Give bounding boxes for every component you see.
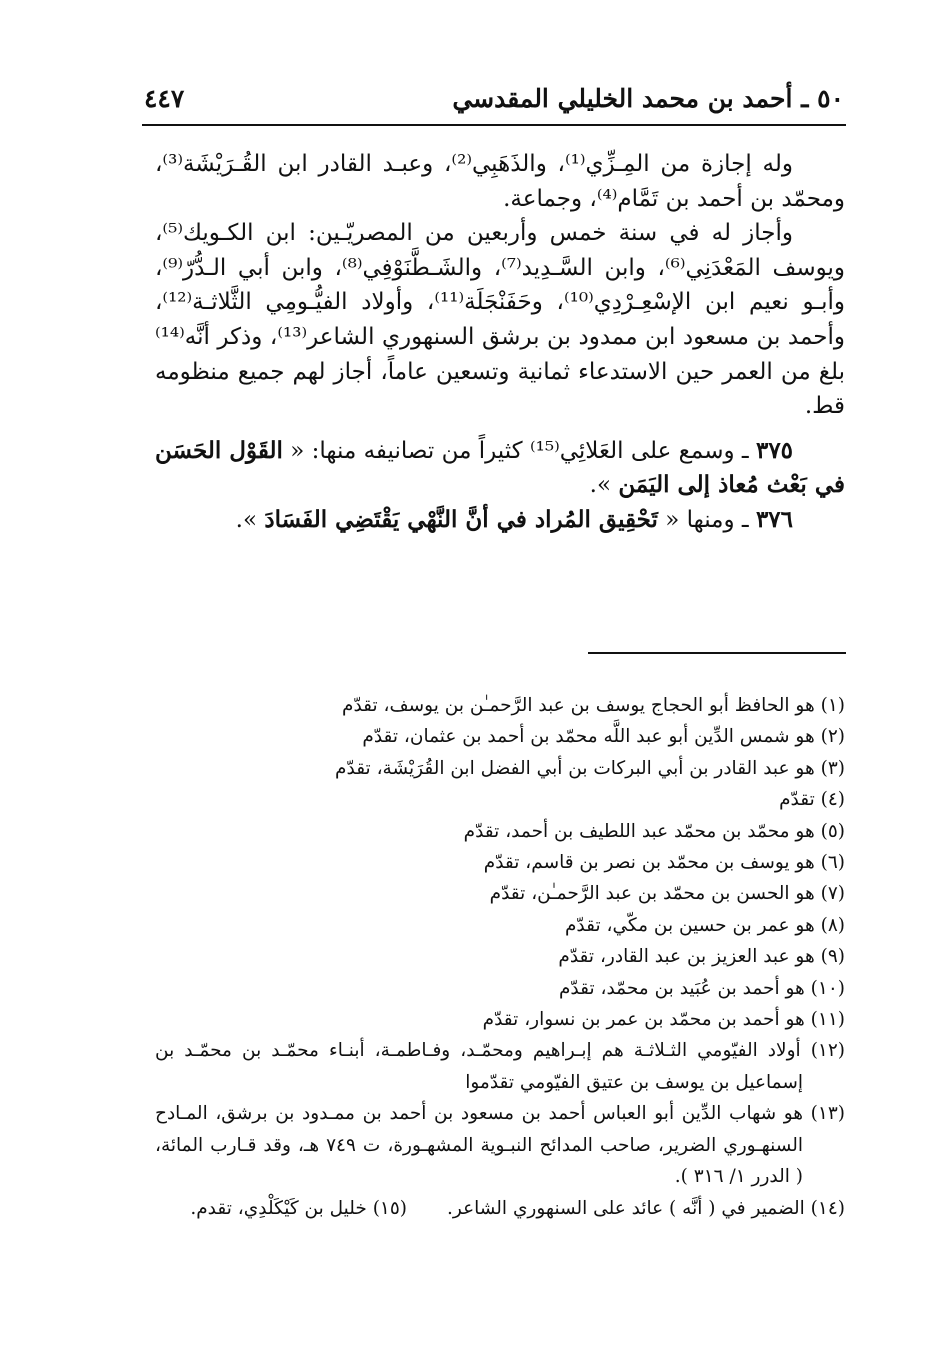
paragraph-ijaza: وله إجازة من المِـزِّي⁽¹⁾، والذَهَبِي⁽²⁾، وعبـد القادر ابن القُـرَيْشَة⁽³⁾، ومحمّد بن أحمد بن تَمَّام⁽⁴⁾، وجماعة. [155, 151, 845, 212]
footnote: (١٣) هو شهاب الدِّين أبو العباس أحمد بن مسعود بن أحمد بن ممـدود بن برشق، المـادح السنهـوري الضرير، صاحب المدائح النبـوية المشهـورة، ت ٧٤٩ هـ، وقد قـارب المائة، ( الدرر ١/ ٣١٦ ). [155, 1103, 845, 1188]
entry-end: ». [235, 506, 258, 533]
entry-number: ٣٧٦ [755, 505, 793, 533]
footnote: (٧) هو الحسن بن محمّد بن عبد الرَّحمـٰن، تقدّم [489, 883, 845, 905]
entry-text: ـ ومنها « [665, 506, 749, 533]
footnote: (١٥) خليل بن كَيْكَلْدِي، تقدم. [190, 1197, 408, 1219]
footnote: (٤) تقدّم [779, 789, 845, 811]
footnote: (١١) هو أحمد بن محمّد بن عمر بن نسوار، تقدّم [482, 1009, 845, 1031]
footnote: (٥) هو محمّد بن محمّد عبد اللطيف بن أحمد، تقدّم [463, 820, 845, 842]
entry-376 [155, 503, 845, 538]
running-title: ٥٠ ـ أحمد بن محمد الخليلي المقدسي [452, 84, 844, 113]
footnotes [155, 690, 845, 1224]
footnote: (٦) هو يوسف بن محمّد بن نصر بن قاسم، تقدّم [483, 852, 845, 874]
footnote: (١٠) هو أحمد بن عُبَيد بن محمّد، تقدّم [558, 977, 845, 999]
footnote-separator [588, 652, 846, 654]
entry-end: ». [589, 472, 612, 499]
paragraph-egyptians: وأجاز له في سنة خمس وأربعين من المصريّـين: ابن الكـويك⁽⁵⁾، ويوسف المَعْدَنِي⁽⁶⁾، وابن السَّـدِيد⁽⁷⁾، والشَـطَّنَوْفِي⁽⁸⁾، وابن أبي الـدُّرّ⁽⁹⁾، وأبـو نعيم ابن الإسْعِـرْدِي⁽¹⁰⁾، وحَفَنْجَلَة⁽¹¹⁾، وأولاد الفيُّـومِي الثَّلاثـة⁽¹²⁾، وأحمد بن مسعود ابن ممدود بن برشق السنهوري الشاعر⁽¹³⁾، وذكر أنَّه⁽¹⁴⁾ بلغ من العمر حين الاستدعاء ثمانية وتسعين عاماً، أجاز لهم جميع منظومه قط. [155, 220, 846, 420]
footnote: (٩) هو عبد العزيز بن عبد القادر، تقدّم [558, 946, 845, 968]
main-text [155, 147, 845, 538]
footnote: (٨) هو عمر بن حسين بن مكّي، تقدّم [564, 914, 845, 936]
footnote-row-last [155, 1193, 845, 1224]
entry-text: ـ وسمع على العَلائِي⁽¹⁵⁾ كثيراً من تصانيفه منها: « [290, 437, 749, 464]
footnote: (٢) هو شمس الدِّين أبو عبد اللَّه محمّد بن أحمد بن عثمان، تقدّم [362, 726, 845, 748]
entry-number: ٣٧٥ [755, 436, 794, 464]
entry-375 [155, 434, 845, 503]
entry-book-title: تَحْقِيق المُراد في أنَّ النَّهْي يَقْتَضِي الفَسَادَ [264, 505, 658, 533]
entry-book-title: القَوْل الحَسَن في بَعْث مُعاذ إلى اليَمَن [155, 436, 845, 499]
footnote: (١) هو الحافظ أبو الحجاج يوسف بن عبد الرَّحمـٰن بن يوسف، تقدّم [342, 695, 845, 716]
footnote: (١٢) أولاد الفيّومي الثـلاثـة هم إبـراهيم ومحمّـد، وفـاطمـة، أبنـاء محمّـد بن محمّـد بن إسماعيل بن يوسف بن عتيق الفيّومي تقدّموا [155, 1040, 845, 1093]
page-number: ٤٤٧ [144, 84, 185, 113]
page-header [142, 84, 846, 126]
footnote: (١٤) الضمير في ( أنَّه ) عائد على السنهوري الشاعر. [447, 1197, 845, 1219]
footnote: (٣) هو عبد القادر بن أبي البركات بن أبي الفضل ابن القُرَيْشَة، تقدّم [335, 757, 845, 779]
